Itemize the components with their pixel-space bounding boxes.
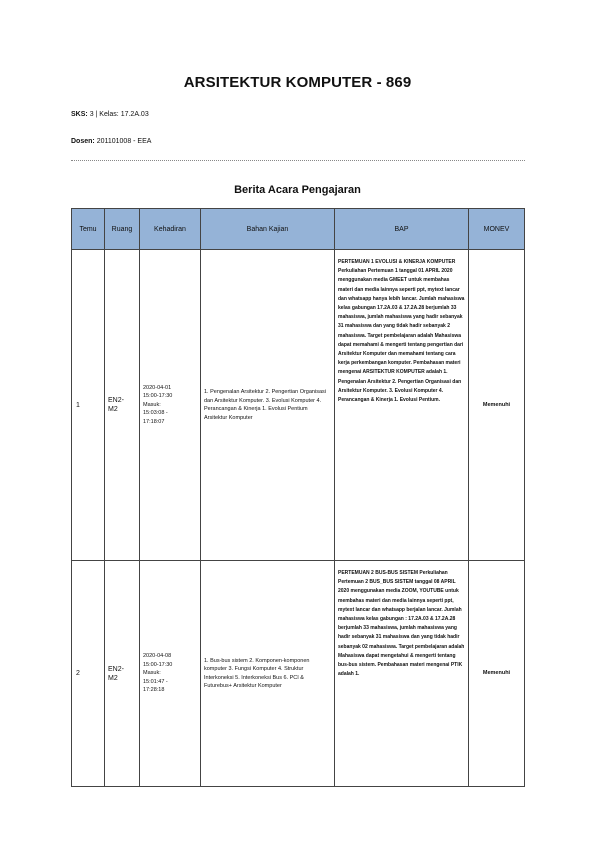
table-header-row bbox=[72, 209, 525, 250]
cell-kehadiran: 2020-04-08 15:00-17:30 Masuk: 15:01:47 - 17:28:18 bbox=[140, 561, 201, 787]
dosen-label: Dosen: bbox=[71, 138, 95, 145]
cell-temu: 2 bbox=[72, 561, 105, 787]
dosen-value: 201101008 - EEA bbox=[96, 138, 152, 145]
section-title: Berita Acara Pengajaran bbox=[234, 184, 361, 196]
cell-temu: 1 bbox=[72, 250, 105, 561]
col-header-ruang: Ruang bbox=[105, 209, 140, 250]
cell-kehadiran: 2020-04-01 15:00-17:30 Masuk: 15:03:08 - 17:18:07 bbox=[140, 250, 201, 561]
cell-monev: Memenuhi bbox=[469, 250, 525, 561]
cell-bap: PERTEMUAN 1 EVOLUSI & KINERJA KOMPUTER Perkuliahan Pertemuan 1 tanggal 01 APRIL 2020 menggunakan media GMEET untuk membahas materi dan media lainnya seperti ppt, mytext lancar dan whatsapp hanya lebih lancar. Jumlah mahasiswa kelas gabungan 17.2A.03 & 17.2A.28 berjumlah 33 mahasiswa, jumlah mahasiswa yang hadir sebanyak 31 mahasiswa dan yang tidak hadir sebanyak 2 mahasiswa. Target pembelajaran adalah Mahasiswa dapat memahami & mengerti tentang pengertian dari Arsitektur Komputer dan memahami tentang cara kerja perkembangan komputer. Pembahasan materi mengenai ARSITEKTUR KOMPUTER adalah 1. Pengenalan Arsitektur 2. Pengertian Organisasi dan Arsitektur Komputer. 3. Evolusi Komputer 4. Perancangan & Kinerja 1. Evolusi Pentium. bbox=[335, 250, 469, 561]
cell-ruang: EN2- M2 bbox=[105, 250, 140, 561]
col-header-kehadiran: Kehadiran bbox=[140, 209, 201, 250]
cell-monev: Memenuhi bbox=[469, 561, 525, 787]
table-row bbox=[72, 250, 525, 561]
cell-ruang: EN2- M2 bbox=[105, 561, 140, 787]
cell-bap: PERTEMUAN 2 BUS-BUS SISTEM Perkuliahan Pertemuan 2 BUS_BUS SISTEM tanggal 08 APRIL 2020 menggunakan media ZOOM, YOUTUBE untuk membahas materi dan media lainnya seperti ppt, mytext lancar dan whatsapp berjalan lancar. Jumlah mahasiswa kelas gabungan : 17.2A.03 & 17.2A.28 berjumlah 33 mahasiswa, jumlah mahasiswa yang hadir sebanyak 31 mahasiswa dan yang tidak hadir sebanyak 02 mahasiswa. Target pembelajaran adalah Mahasiswa dapat mengetahui & mengerti tentang bus-bus sistem. Pembahasan materi mengenai PTIK adalah 1. bbox=[335, 561, 469, 787]
course-info bbox=[71, 111, 149, 118]
col-header-temu: Temu bbox=[72, 209, 105, 250]
document-title: ARSITEKTUR KOMPUTER - 869 bbox=[183, 74, 412, 91]
cell-bahan-kajian: 1. Bus-bus sistem 2. Komponen-komponen komputer 3. Fungsi Komputer 4. Struktur Interkoneksi 5. Interkoneksi Bus 6. PCI & Futurebus+ Arsitektur Komputer bbox=[201, 561, 335, 787]
sks-label: SKS: bbox=[71, 111, 88, 118]
col-header-monev: MONEV bbox=[469, 209, 525, 250]
col-header-bahan-kajian: Bahan Kajian bbox=[201, 209, 335, 250]
table-row bbox=[72, 561, 525, 787]
divider bbox=[71, 160, 525, 161]
teaching-record-table bbox=[71, 208, 525, 787]
cell-bahan-kajian: 1. Pengenalan Arsitektur 2. Pengertian Organisasi dan Arsitektur Komputer. 3. Evolusi Komputer 4. Perancangan & Kinerja 1. Evolusi Pentium Arsitektur Komputer bbox=[201, 250, 335, 561]
lecturer-info bbox=[71, 138, 151, 145]
sks-value: 3 | Kelas: 17.2A.03 bbox=[89, 111, 149, 118]
col-header-bap: BAP bbox=[335, 209, 469, 250]
